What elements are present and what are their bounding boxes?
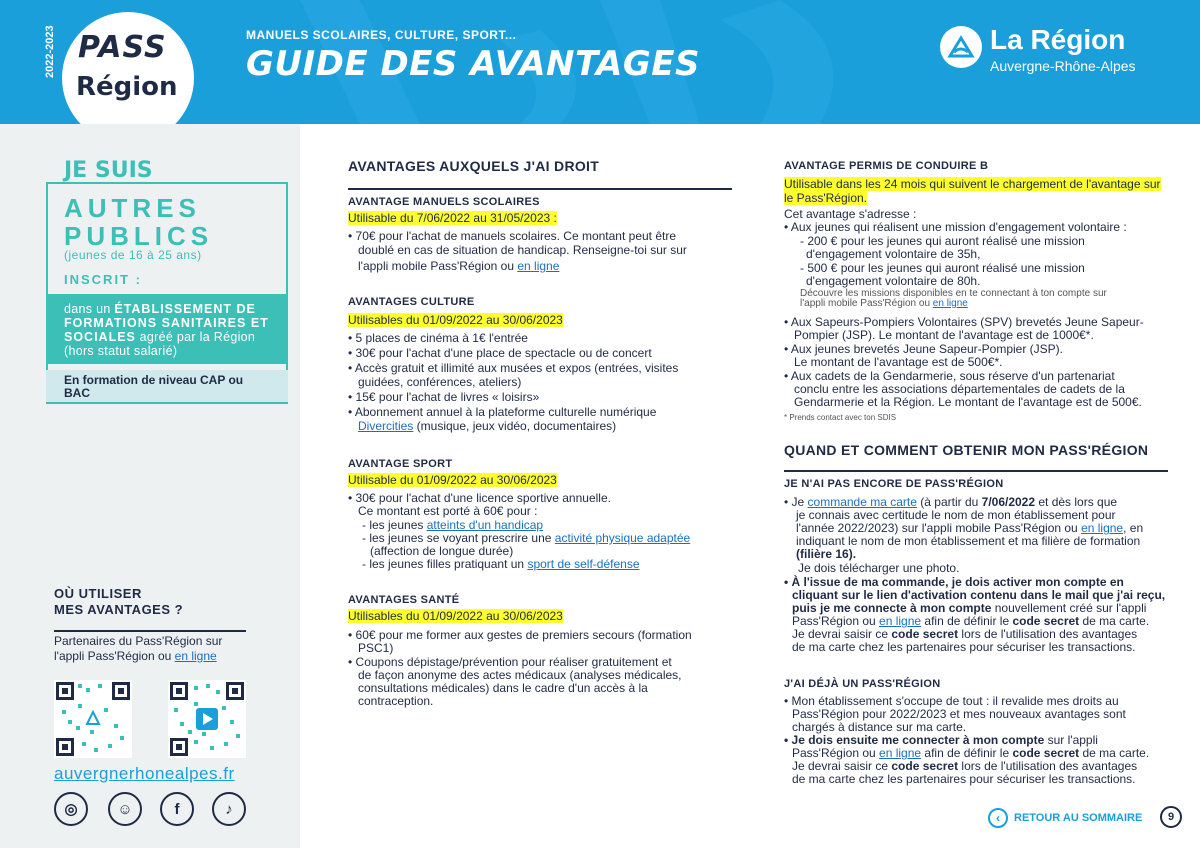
permis-title: AVANTAGE PERMIS DE CONDUIRE B bbox=[784, 160, 989, 172]
permis-line: d'engagement volontaire de 35h, bbox=[806, 247, 981, 261]
sante-item: • 60€ pour me former aux gestes de premiers secours (formation bbox=[348, 628, 692, 642]
permis-line: - 500 € pour les jeunes qui auront réalisé une mission bbox=[800, 261, 1085, 275]
sante-title: AVANTAGES SANTÉ bbox=[348, 594, 460, 606]
permis-line: Pompier (JSP). Le montant de l'avantage est de 1000€*. bbox=[794, 328, 1094, 342]
permis-line: - 200 € pour les jeunes qui auront réalisé une mission bbox=[800, 234, 1085, 248]
qr-code-video[interactable] bbox=[168, 680, 246, 758]
permis-line: • Aux Sapeurs-Pompiers Volontaires (SPV) brevetés Jeune Sapeur- bbox=[784, 315, 1144, 329]
deja-line: • Je dois ensuite me connecter à mon compte sur l'appli bbox=[784, 733, 1098, 747]
pas-encore-line: l'année 2022/2023) sur l'appli mobile Pass'Région ou en ligne, en bbox=[796, 521, 1144, 535]
culture-item: • 5 places de cinéma à 1€ l'entrée bbox=[348, 331, 528, 345]
pas-encore-line: indiquant le nom de mon établissement et ma filière de formation bbox=[796, 534, 1141, 548]
deja-line: de ma carte chez les partenaires pour sécuriser les transactions. bbox=[792, 772, 1136, 786]
missions-link[interactable]: en ligne bbox=[932, 298, 968, 309]
permis-footnote: * Prends contact avec ton SDIS bbox=[784, 413, 897, 422]
pas-encore-line: • À l'issue de ma commande, je dois activer mon compte en bbox=[784, 575, 1124, 589]
online-link[interactable]: en ligne bbox=[879, 614, 922, 628]
permis-line: • Aux cadets de la Gendarmerie, sous réserve d'un partenariat bbox=[784, 369, 1115, 383]
sante-item: PSC1) bbox=[358, 641, 394, 655]
partners-text: Partenaires du Pass'Région sur l'appli Pass'Région ou en ligne bbox=[54, 634, 223, 663]
region-logo-icon bbox=[940, 26, 982, 68]
pas-encore-line: je connais avec certitude le nom de mon établissement pour bbox=[796, 508, 1116, 522]
sante-item: consultations médicales) dans le cadre d'un accès à la bbox=[358, 681, 648, 695]
permis-dates: Utilisable dans les 24 mois qui suivent le chargement de l'avantage sur le Pass'Région. bbox=[784, 177, 1161, 205]
pas-encore-title: JE N'AI PAS ENCORE DE PASS'RÉGION bbox=[784, 478, 1004, 490]
tiktok-icon[interactable]: ♪ bbox=[212, 792, 246, 826]
sport-line: (affection de longue durée) bbox=[370, 544, 514, 558]
permis-note: l'appli mobile Pass'Région ou en ligne bbox=[800, 298, 968, 309]
culture-item: • 30€ pour l'achat d'une place de spectacle ou de concert bbox=[348, 346, 652, 360]
permis-line: conclu entre les associations départementales de cadets de la bbox=[794, 382, 1125, 396]
pas-encore-line: • Je commande ma carte (à partir du 7/06/2022 et dès lors que bbox=[784, 495, 1118, 509]
page-number: 9 bbox=[1160, 806, 1182, 828]
sport-line: - les jeunes filles pratiquant un sport de self-défense bbox=[362, 557, 640, 571]
profile-title bbox=[64, 194, 213, 250]
permis-note: Découvre les missions disponibles en te connectant à ton compte sur bbox=[800, 288, 1107, 299]
inscrit-label: INSCRIT : bbox=[64, 272, 142, 287]
sante-item: • Coupons dépistage/prévention pour réaliser gratuitement et bbox=[348, 655, 672, 669]
pas-encore-line: (filière 16). bbox=[796, 547, 857, 561]
region-subtitle: Auvergne-Rhône-Alpes bbox=[990, 58, 1136, 74]
deja-line: • Mon établissement s'occupe de tout : il revalide mes droits au bbox=[784, 694, 1119, 708]
formation-text: En formation de niveau CAP ou BAC bbox=[64, 373, 244, 400]
online-link[interactable]: en ligne bbox=[1081, 521, 1124, 535]
sante-item: de façon anonyme des actes médicaux (analyses médicales, bbox=[358, 668, 682, 682]
permis-line: Gendarmerie et la Région. Le montant de l'avantage est de 500€. bbox=[794, 395, 1142, 409]
partners-link[interactable]: en ligne bbox=[174, 649, 217, 663]
advantages-heading: AVANTAGES AUXQUELS J'AI DROIT bbox=[348, 158, 600, 174]
permis-line: • Aux jeunes brevetés Jeune Sapeur-Pompier (JSP). bbox=[784, 342, 1064, 356]
culture-item: guidées, conférences, ateliers) bbox=[358, 375, 522, 389]
sante-dates: Utilisables du 01/09/2022 au 30/06/2023 bbox=[348, 609, 563, 623]
je-suis-heading: JE SUIS bbox=[64, 158, 153, 183]
deja-line: chargés à distance sur ma carte. bbox=[792, 720, 967, 734]
deja-line: Pass'Région ou en ligne afin de définir le code secret de ma carte. bbox=[792, 746, 1150, 760]
qr-code-app[interactable] bbox=[54, 680, 132, 758]
sport-dates: Utilisable du 01/09/2022 au 30/06/2023 bbox=[348, 473, 557, 487]
chevron-left-icon: ‹ bbox=[988, 808, 1008, 828]
website-link[interactable]: auvergnerhonealpes.fr bbox=[54, 764, 235, 783]
snapchat-icon[interactable]: ☺ bbox=[108, 792, 142, 826]
page-header bbox=[0, 0, 1200, 124]
manuels-line3: l'appli mobile Pass'Région ou en ligne bbox=[358, 259, 560, 273]
divider bbox=[348, 188, 732, 190]
pas-encore-line: de ma carte chez les partenaires pour sécuriser les transactions. bbox=[792, 640, 1136, 654]
logo-year: 2022-2023 bbox=[44, 25, 56, 78]
sport-line: - les jeunes atteints d'un handicap bbox=[362, 518, 544, 532]
instagram-icon[interactable]: ◎ bbox=[54, 792, 88, 826]
deja-line: Pass'Région pour 2022/2023 et mes nouveaux avantages sont bbox=[792, 707, 1126, 721]
permis-line: d'engagement volontaire de 80h. bbox=[806, 274, 981, 288]
manuels-line2: doublé en cas de situation de handicap. Renseigne-toi sur sur bbox=[358, 243, 687, 257]
deja-line: Je devrai saisir ce code secret lors de l'utilisation des avantages bbox=[792, 759, 1138, 773]
sante-item: contraception. bbox=[358, 694, 434, 708]
pas-encore-line: Pass'Région ou en ligne afin de définir le code secret de ma carte. bbox=[792, 614, 1150, 628]
sport-title: AVANTAGE SPORT bbox=[348, 458, 453, 470]
region-name: La Région bbox=[990, 24, 1126, 55]
handicap-link[interactable]: atteints d'un handicap bbox=[426, 518, 544, 532]
establishment-text: dans un ÉTABLISSEMENT DE FORMATIONS SANITAIRES ET SOCIALES agréé par la Région (hors statut salarié) bbox=[64, 302, 269, 358]
sport-line: - les jeunes se voyant prescrire une activité physique adaptée bbox=[362, 531, 691, 545]
profile-line2: PUBLICS bbox=[64, 221, 214, 251]
page-title: GUIDE DES AVANTAGES bbox=[246, 44, 700, 84]
divider bbox=[54, 630, 246, 632]
culture-item: • Abonnement annuel à la plateforme culturelle numérique bbox=[348, 405, 657, 419]
facebook-icon[interactable]: f bbox=[160, 792, 194, 826]
where-to-use-heading: OÙ UTILISER MES AVANTAGES ? bbox=[54, 586, 184, 617]
deja-title: J'AI DÉJÀ UN PASS'RÉGION bbox=[784, 678, 941, 690]
sport-line: • 30€ pour l'achat d'une licence sportive annuelle. bbox=[348, 491, 611, 505]
logo-region: Région bbox=[76, 72, 178, 102]
age-range: (jeunes de 16 à 25 ans) bbox=[64, 248, 202, 262]
pas-encore-line: cliquant sur le lien d'activation contenu dans le mail que j'ai reçu, bbox=[792, 588, 1166, 602]
permis-line: • Aux jeunes qui réalisent une mission d'engagement volontaire : bbox=[784, 220, 1127, 234]
pas-encore-line: puis je me connecte à mon compte nouvellement créé sur l'appli bbox=[792, 601, 1147, 615]
pas-encore-line: Je devrai saisir ce code secret lors de l'utilisation des avantages bbox=[792, 627, 1138, 641]
divider bbox=[784, 470, 1168, 472]
permis-line: Le montant de l'avantage est de 500€*. bbox=[794, 355, 1003, 369]
profile-line1: AUTRES bbox=[64, 193, 201, 223]
logo-pass: PASS bbox=[78, 30, 167, 65]
sport-line: Ce montant est porté à 60€ pour : bbox=[358, 504, 538, 518]
culture-title: AVANTAGES CULTURE bbox=[348, 296, 475, 308]
header-subtitle: MANUELS SCOLAIRES, CULTURE, SPORT... bbox=[246, 28, 517, 42]
permis-line: Cet avantage s'adresse : bbox=[784, 207, 917, 221]
manuels-dates: Utilisable du 7/06/2022 au 31/05/2023 : bbox=[348, 211, 557, 225]
manuels-link[interactable]: en ligne bbox=[517, 259, 560, 273]
commande-link[interactable]: commande ma carte bbox=[807, 495, 917, 509]
manuels-line1: • 70€ pour l'achat de manuels scolaires. Ce montant peut être bbox=[348, 229, 677, 243]
obtain-heading: QUAND ET COMMENT OBTENIR MON PASS'RÉGION bbox=[784, 442, 1149, 458]
back-to-summary-label: RETOUR AU SOMMAIRE bbox=[1014, 812, 1143, 824]
culture-item: • Accès gratuit et illimité aux musées et expos (entrées, visites bbox=[348, 361, 679, 375]
sidebar bbox=[0, 124, 300, 848]
culture-dates: Utilisables du 01/09/2022 au 30/06/2023 bbox=[348, 313, 563, 327]
self-defense-link[interactable]: sport de self-défense bbox=[527, 557, 640, 571]
culture-item: Divercities (musique, jeux vidéo, documentaires) bbox=[358, 419, 617, 433]
online-link[interactable]: en ligne bbox=[879, 746, 922, 760]
back-to-summary-button[interactable] bbox=[988, 808, 1142, 828]
manuels-title: AVANTAGE MANUELS SCOLAIRES bbox=[348, 196, 540, 208]
culture-item: • 15€ pour l'achat de livres « loisirs» bbox=[348, 390, 540, 404]
divercities-link[interactable]: Divercities bbox=[358, 419, 414, 433]
apa-link[interactable]: activité physique adaptée bbox=[554, 531, 691, 545]
pas-encore-line: Je dois télécharger une photo. bbox=[798, 561, 960, 575]
